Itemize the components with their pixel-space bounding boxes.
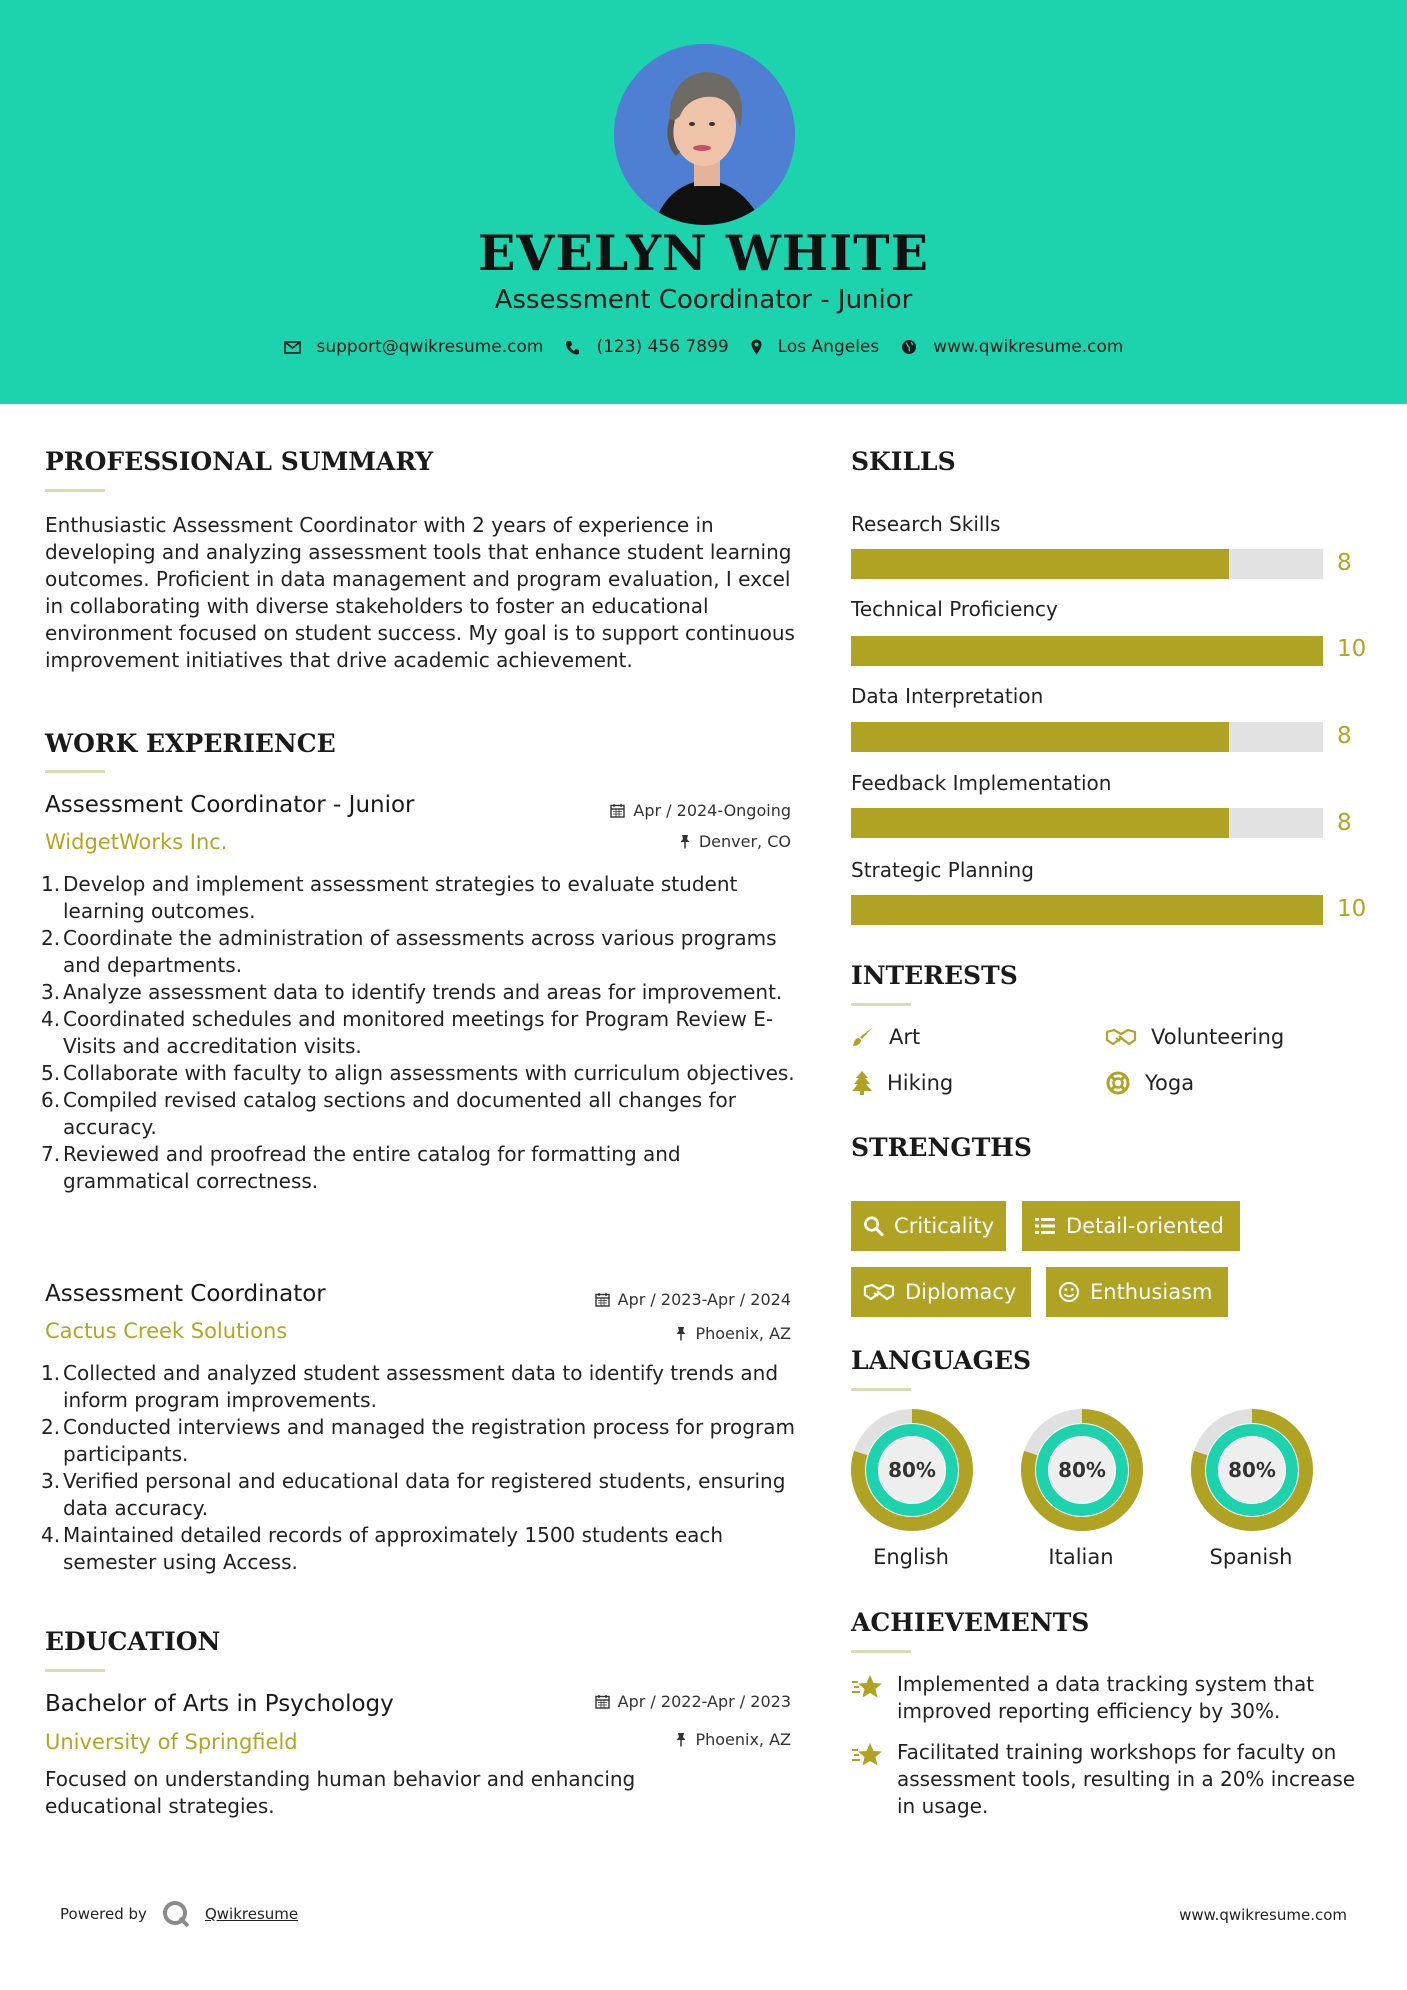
school-name: University of Springfield bbox=[45, 1730, 298, 1754]
strength-label: Diplomacy bbox=[905, 1280, 1017, 1304]
list-item: 2. Conducted interviews and managed the registration process for program participants. bbox=[41, 1415, 795, 1466]
list-item: 3. Analyze assessment data to identify trends and areas for improvement. bbox=[41, 980, 783, 1004]
list-item: 6. Compiled revised catalog sections and documented all changes for accuracy. bbox=[41, 1088, 736, 1139]
interests-heading: INTERESTS bbox=[851, 961, 1018, 990]
list-item: 5. Collaborate with faculty to align assessments with curriculum objectives. bbox=[41, 1061, 795, 1085]
profile-photo bbox=[614, 44, 795, 225]
handshake-icon bbox=[863, 1281, 895, 1303]
candidate-title: Assessment Coordinator - Junior bbox=[494, 285, 913, 315]
education-rule bbox=[45, 1669, 105, 1672]
achievement-item bbox=[851, 1671, 1371, 1725]
summary-heading: PROFESSIONAL SUMMARY bbox=[45, 447, 434, 476]
map-pin-icon bbox=[751, 339, 762, 355]
footer-branding bbox=[60, 1899, 298, 1929]
envelope-icon bbox=[284, 341, 301, 354]
education-dates-text: Apr / 2022-Apr / 2023 bbox=[617, 1692, 791, 1711]
contact-email[interactable] bbox=[284, 337, 544, 357]
job-location-text: Denver, CO bbox=[698, 832, 791, 851]
strength-tag bbox=[851, 1201, 1006, 1251]
list-icon bbox=[1034, 1216, 1056, 1236]
contact-website[interactable] bbox=[901, 337, 1123, 357]
pushpin-icon bbox=[675, 1732, 687, 1747]
calendar-icon bbox=[595, 1292, 610, 1307]
skill-bar-fill bbox=[851, 808, 1229, 838]
interest-label: Art bbox=[889, 1025, 921, 1049]
language-percent: 80% bbox=[1058, 1458, 1106, 1482]
language-ring bbox=[1020, 1408, 1144, 1532]
interest-label: Hiking bbox=[887, 1071, 954, 1095]
avatar bbox=[614, 44, 795, 225]
skill-bar bbox=[851, 549, 1323, 579]
powered-by-text: Powered by bbox=[60, 1905, 147, 1923]
skill-value: 10 bbox=[1337, 636, 1367, 662]
interest-item bbox=[851, 1070, 953, 1096]
interests-rule bbox=[851, 1003, 911, 1006]
language-name: Italian bbox=[1048, 1545, 1114, 1569]
skill-bar bbox=[851, 808, 1323, 838]
degree-title: Bachelor of Arts in Psychology bbox=[45, 1691, 394, 1717]
skill-bar-fill bbox=[851, 549, 1229, 579]
interest-label: Yoga bbox=[1145, 1071, 1195, 1095]
skill-label: Data Interpretation bbox=[851, 684, 1044, 708]
company-name: Cactus Creek Solutions bbox=[45, 1319, 288, 1343]
job-dates bbox=[540, 801, 791, 820]
job-location bbox=[540, 832, 791, 851]
skill-bar-fill bbox=[851, 895, 1323, 925]
summary-text: Enthusiastic Assessment Coordinator with 2 years of experience in developing and analyzing assessment tools that enhance student learning outcomes. Proficient in data management and program evaluation, I excel in collaborating with diverse stakeholders to foster an educational environment focused on student success. My goal is to support continuous improvement initiatives that drive academic achievement. bbox=[45, 513, 795, 672]
achievement-text: Implemented a data tracking system that improved reporting efficiency by 30%. bbox=[897, 1672, 1315, 1723]
education-dates bbox=[540, 1692, 791, 1711]
achievements-rule bbox=[851, 1650, 911, 1653]
skill-label: Research Skills bbox=[851, 512, 1001, 536]
achievements-heading: ACHIEVEMENTS bbox=[851, 1608, 1090, 1637]
skill-value: 10 bbox=[1337, 896, 1367, 922]
star-award-icon bbox=[851, 1673, 883, 1701]
job-duties bbox=[41, 1360, 795, 1576]
header-banner bbox=[0, 0, 1407, 404]
list-item: 1. Collected and analyzed student assessment data to identify trends and inform program improvements. bbox=[41, 1361, 779, 1412]
calendar-icon bbox=[595, 1694, 610, 1709]
strength-label: Criticality bbox=[894, 1214, 994, 1238]
languages-heading: LANGUAGES bbox=[851, 1346, 1032, 1375]
language-percent: 80% bbox=[1228, 1458, 1276, 1482]
job-location-text: Phoenix, AZ bbox=[695, 1324, 791, 1343]
interest-item bbox=[1105, 1070, 1194, 1096]
contact-location bbox=[751, 337, 880, 357]
education-heading: EDUCATION bbox=[45, 1627, 221, 1656]
achievement-item bbox=[851, 1739, 1371, 1820]
skill-bar bbox=[851, 895, 1323, 925]
skill-value: 8 bbox=[1337, 723, 1352, 749]
phone-icon bbox=[565, 340, 580, 355]
globe-icon bbox=[901, 339, 917, 355]
list-item: 1. Develop and implement assessment strategies to evaluate student learning outcomes. bbox=[41, 872, 738, 923]
company-name: WidgetWorks Inc. bbox=[45, 830, 228, 854]
contact-phone[interactable] bbox=[565, 337, 728, 357]
job-duties bbox=[41, 871, 795, 1195]
strength-label: Detail-oriented bbox=[1066, 1214, 1224, 1238]
candidate-name: EVELYN WHITE bbox=[478, 224, 929, 282]
skill-value: 8 bbox=[1337, 810, 1352, 836]
languages-rule bbox=[851, 1388, 911, 1391]
contact-bar bbox=[0, 337, 1407, 357]
list-item: 4. Maintained detailed records of approximately 1500 students each semester using Access. bbox=[41, 1523, 724, 1574]
skill-value: 8 bbox=[1337, 550, 1352, 576]
job-dates-text: Apr / 2024-Ongoing bbox=[633, 801, 791, 820]
handshake-icon bbox=[1105, 1026, 1137, 1048]
experience-rule bbox=[45, 770, 105, 773]
strength-tag bbox=[1046, 1267, 1228, 1317]
education-location bbox=[540, 1730, 791, 1749]
education-description: Focused on understanding human behavior and enhancing educational strategies. bbox=[45, 1767, 636, 1818]
skill-label: Strategic Planning bbox=[851, 858, 1034, 882]
paintbrush-icon bbox=[851, 1025, 875, 1049]
list-item: 4. Coordinated schedules and monitored meetings for Program Review E-Visits and accreditation visits. bbox=[41, 1007, 774, 1058]
skills-heading: SKILLS bbox=[851, 447, 956, 476]
strength-tag bbox=[1022, 1201, 1240, 1251]
qwikresume-logo-icon bbox=[161, 1899, 191, 1929]
education-location-text: Phoenix, AZ bbox=[695, 1730, 791, 1749]
experience-heading: WORK EXPERIENCE bbox=[45, 729, 336, 758]
interest-label: Volunteering bbox=[1151, 1025, 1285, 1049]
language-name: English bbox=[873, 1545, 949, 1569]
skill-bar-fill bbox=[851, 722, 1229, 752]
language-name: Spanish bbox=[1209, 1545, 1293, 1569]
job-title: Assessment Coordinator - Junior bbox=[45, 792, 415, 818]
interest-item bbox=[1105, 1025, 1284, 1049]
lifering-icon bbox=[1105, 1070, 1131, 1096]
strengths-heading: STRENGTHS bbox=[851, 1133, 1032, 1162]
smile-icon bbox=[1058, 1281, 1080, 1303]
location-text: Los Angeles bbox=[777, 337, 880, 357]
pushpin-icon bbox=[675, 1326, 687, 1341]
list-item: 7. Reviewed and proofread the entire catalog for formatting and grammatical correctness. bbox=[41, 1142, 681, 1193]
summary-rule bbox=[45, 489, 105, 492]
job-title: Assessment Coordinator bbox=[45, 1281, 326, 1307]
phone-text[interactable]: (123) 456 7899 bbox=[596, 337, 729, 357]
achievement-text: Facilitated training workshops for faculty on assessment tools, resulting in a 20% increase in usage. bbox=[897, 1740, 1356, 1818]
skill-label: Feedback Implementation bbox=[851, 771, 1112, 795]
search-icon bbox=[863, 1215, 884, 1237]
strength-tag bbox=[851, 1267, 1031, 1317]
language-ring bbox=[1190, 1408, 1314, 1532]
skill-bar bbox=[851, 636, 1323, 666]
interest-item bbox=[851, 1025, 920, 1049]
list-item: 3. Verified personal and educational data for registered students, ensuring data accuracy. bbox=[41, 1469, 786, 1520]
skill-bar-fill bbox=[851, 636, 1323, 666]
website-text[interactable]: www.qwikresume.com bbox=[933, 337, 1124, 357]
list-item: 2. Coordinate the administration of assessments across various programs and departments. bbox=[41, 926, 777, 977]
footer-website[interactable]: www.qwikresume.com bbox=[1179, 1906, 1347, 1924]
language-ring bbox=[850, 1408, 974, 1532]
pushpin-icon bbox=[679, 834, 691, 849]
skill-label: Technical Proficiency bbox=[851, 597, 1058, 621]
star-award-icon bbox=[851, 1741, 883, 1769]
strength-label: Enthusiasm bbox=[1090, 1280, 1213, 1304]
calendar-icon bbox=[610, 803, 625, 818]
brand-link[interactable]: Qwikresume bbox=[204, 1905, 299, 1923]
email-text[interactable]: support@qwikresume.com bbox=[316, 337, 544, 357]
skill-bar bbox=[851, 722, 1323, 752]
job-dates-text: Apr / 2023-Apr / 2024 bbox=[617, 1290, 791, 1309]
tree-icon bbox=[851, 1070, 873, 1096]
job-dates bbox=[540, 1290, 791, 1309]
job-location bbox=[540, 1324, 791, 1343]
language-percent: 80% bbox=[888, 1458, 936, 1482]
